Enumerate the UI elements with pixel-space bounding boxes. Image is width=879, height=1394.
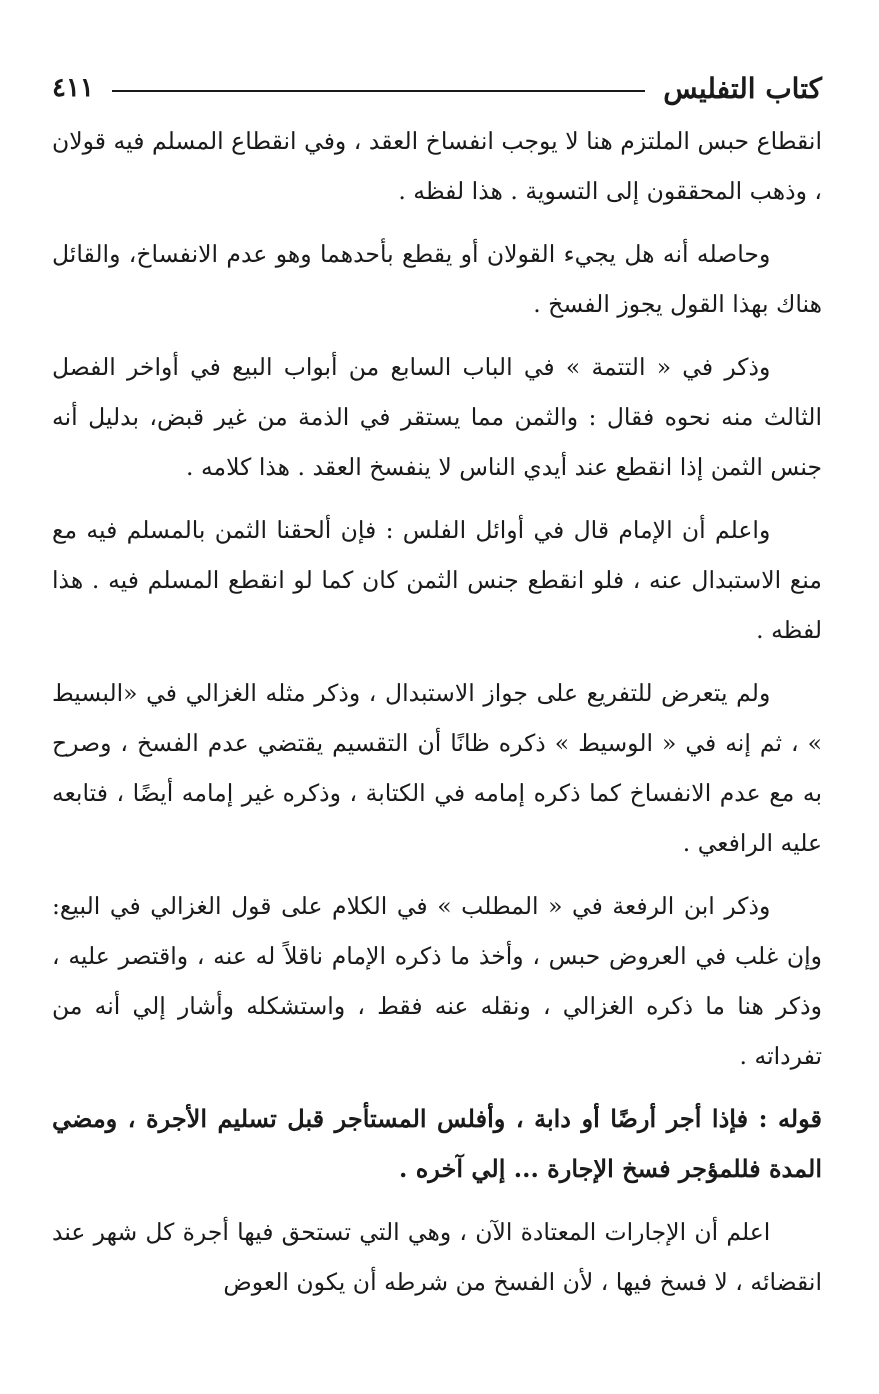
paragraph-2: وحاصله أنه هل يجيء القولان أو يقطع بأحدهما وهو عدم الانفساخ، والقائل هناك بهذا القول يجوز الفسخ .: [52, 240, 822, 318]
page-number: ٤١١: [52, 73, 94, 103]
paragraph-5: ولم يتعرض للتفريع على جواز الاستبدال ، وذكر مثله الغزالي في «البسيط » ، ثم إنه في « الوسيط » ذكره ظانًا أن التقسيم يقتضي عدم الفسخ ، وصرح به مع عدم الانفساخ كما ذكره إمامه في الكتابة ، وذكره غير إمامه أيضًا ، فتابعه عليه الرافعي .: [52, 679, 822, 857]
paragraph-6: وذكر ابن الرفعة في « المطلب » في الكلام على قول الغزالي في البيع: وإن غلب في العروض حبس ، وأخذ ما ذكره الإمام ناقلاً له عنه ، واقتصر عليه ، وذكر هنا ما ذكره الغزالي ، ونقله عنه فقط ، واستشكله وأشار إلي أنه من تفرداته .: [52, 892, 822, 1070]
body-text: [52, 116, 822, 1307]
running-header: [52, 60, 822, 116]
quoted-statement: قوله : فإذا أجر أرضًا أو دابة ، وأفلس المستأجر قبل تسليم الأجرة ، ومضي المدة فللمؤجر فسخ الإجارة ... إلي آخره .: [52, 1104, 822, 1183]
paragraph-7: اعلم أن الإجارات المعتادة الآن ، وهي التي تستحق فيها أجرة كل شهر عند انقضائه ، لا فسخ فيها ، لأن الفسخ من شرطه أن يكون العوض: [52, 1218, 822, 1296]
book-page: [52, 60, 822, 1320]
paragraph-1: انقطاع حبس الملتزم هنا لا يوجب انفساخ العقد ، وفي انقطاع المسلم فيه قولان ، وذهب المحققون إلى التسوية . هذا لفظه .: [52, 127, 822, 205]
paragraph-4: واعلم أن الإمام قال في أوائل الفلس : فإن ألحقنا الثمن بالمسلم فيه مع منع الاستبدال عنه ، فلو انقطع جنس الثمن كان كما لو انقطع المسلم فيه . هذا لفظه .: [52, 516, 822, 644]
header-rule: [112, 90, 645, 92]
paragraph-3: وذكر في « التتمة » في الباب السابع من أبواب البيع في أواخر الفصل الثالث منه نحوه فقال : والثمن مما يستقر في الذمة من غير قبض، بدليل أنه جنس الثمن إذا انقطع عند أيدي الناس لا ينفسخ العقد . هذا كلامه .: [52, 353, 822, 481]
book-title: كتاب التفليس: [663, 71, 822, 105]
